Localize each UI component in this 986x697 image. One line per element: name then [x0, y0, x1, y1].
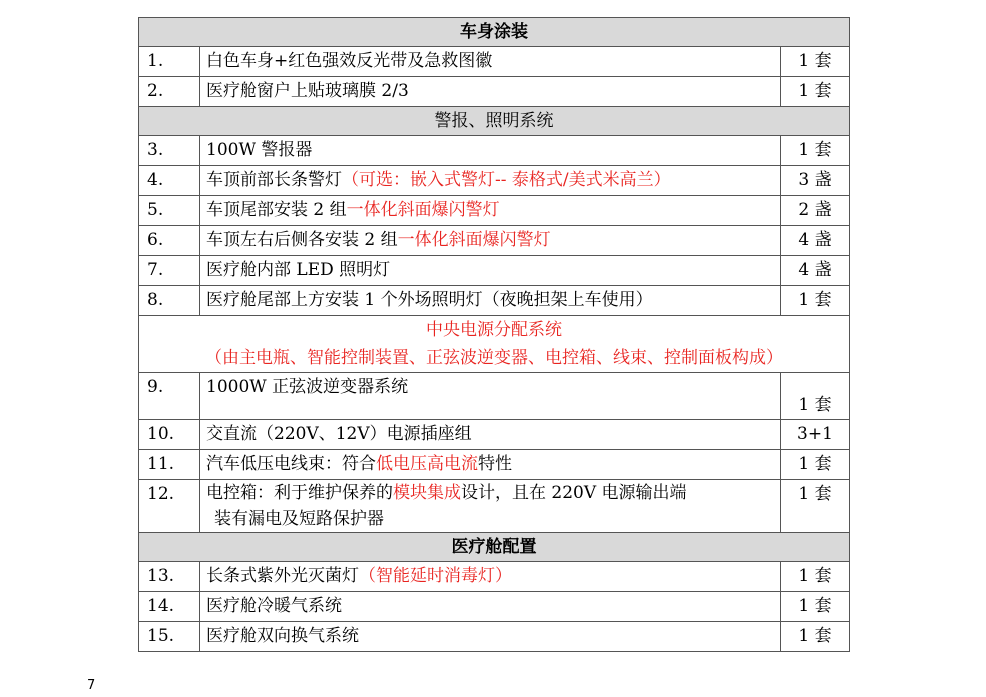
item-description: [200, 450, 781, 480]
table-row: [139, 622, 850, 652]
item-number: 11.: [139, 450, 200, 480]
item-number: 14.: [139, 592, 200, 622]
item-description: [200, 562, 781, 592]
table-row: [139, 592, 850, 622]
section-header-row: [139, 533, 850, 562]
table-row: [139, 47, 850, 77]
item-description: 医疗舱尾部上方安装 1 个外场照明灯（夜晚担架上车使用）: [200, 286, 781, 316]
description-text: 车顶前部长条警灯: [206, 170, 342, 190]
item-quantity: 4 盏: [781, 226, 850, 256]
description-text: 电控箱：利于维护保养的: [206, 483, 393, 503]
item-number: 9.: [139, 373, 200, 420]
description-text: 车顶尾部安装 2 组: [206, 200, 347, 220]
description-text: 长条式紫外光灭菌灯: [206, 566, 359, 586]
table-row: [139, 480, 850, 533]
item-description: 交直流（220V、12V）电源插座组: [200, 420, 781, 450]
item-number: 4.: [139, 166, 200, 196]
section-header-row: [139, 107, 850, 136]
section-title-medical-cabin: 医疗舱配置: [139, 533, 850, 562]
table-row: [139, 166, 850, 196]
item-quantity: 1 套: [781, 77, 850, 107]
item-description: 100W 警报器: [200, 136, 781, 166]
description-text: 车顶左右后侧各安装 2 组: [206, 230, 398, 250]
table-row: [139, 256, 850, 286]
item-number: 3.: [139, 136, 200, 166]
item-description: [200, 226, 781, 256]
page-number: 7: [87, 678, 96, 693]
item-description: 医疗舱冷暖气系统: [200, 592, 781, 622]
item-description: 1000W 正弦波逆变器系统: [200, 373, 781, 420]
description-text-after: 设计，且在 220V 电源输出端: [461, 483, 687, 503]
item-description: [200, 166, 781, 196]
section-subtitle-power: （由主电瓶、智能控制装置、正弦波逆变器、电控箱、线束、控制面板构成）: [205, 348, 783, 368]
item-quantity: 1 套: [781, 592, 850, 622]
item-description: 医疗舱内部 LED 照明灯: [200, 256, 781, 286]
table-row: [139, 562, 850, 592]
item-quantity: 1 套: [781, 47, 850, 77]
description-highlight: （智能延时消毒灯）: [359, 566, 512, 586]
item-quantity: 4 盏: [781, 256, 850, 286]
section-header-row: [139, 18, 850, 47]
section-title-warning-lighting: 警报、照明系统: [139, 107, 850, 136]
description-highlight: （可选：嵌入式警灯-- 泰格式/美式米高兰）: [342, 170, 671, 190]
item-description: 医疗舱窗户上贴玻璃膜 2/3: [200, 77, 781, 107]
item-quantity: 3 盏: [781, 166, 850, 196]
item-quantity: 1 套: [781, 136, 850, 166]
description-highlight: 模块集成: [393, 483, 461, 503]
item-number: 5.: [139, 196, 200, 226]
item-quantity: 1 套: [781, 373, 850, 420]
item-number: 6.: [139, 226, 200, 256]
item-number: 1.: [139, 47, 200, 77]
power-section-cell: [139, 316, 850, 373]
description-text-after: 特性: [478, 454, 512, 474]
table-row: [139, 196, 850, 226]
description-highlight: 低电压高电流: [376, 454, 478, 474]
description-line2: 装有漏电及短路保护器: [214, 509, 384, 529]
item-number: 10.: [139, 420, 200, 450]
item-quantity: 1 套: [781, 450, 850, 480]
table-row: [139, 226, 850, 256]
item-number: 12.: [139, 480, 200, 533]
item-quantity: 2 盏: [781, 196, 850, 226]
table-row: [139, 286, 850, 316]
table-row: [139, 450, 850, 480]
table-row: [139, 373, 850, 420]
description-text: 汽车低压电线束：符合: [206, 454, 376, 474]
item-number: 8.: [139, 286, 200, 316]
spec-table: [138, 17, 850, 652]
item-quantity: 1 套: [781, 562, 850, 592]
item-number: 15.: [139, 622, 200, 652]
table-row: [139, 136, 850, 166]
item-description: 白色车身+红色强效反光带及急救图徽: [200, 47, 781, 77]
table-row: [139, 77, 850, 107]
description-highlight: 一体化斜面爆闪警灯: [397, 230, 551, 250]
item-quantity: 1 套: [781, 480, 850, 533]
section-header-row: [139, 316, 850, 373]
item-description: 医疗舱双向换气系统: [200, 622, 781, 652]
description-highlight: 一体化斜面爆闪警灯: [346, 200, 500, 220]
section-title-power: 中央电源分配系统: [426, 320, 562, 340]
section-title-body-paint: 车身涂装: [139, 18, 850, 47]
item-quantity: 3+1: [781, 420, 850, 450]
table-row: [139, 420, 850, 450]
item-quantity: 1 套: [781, 622, 850, 652]
item-number: 13.: [139, 562, 200, 592]
item-number: 2.: [139, 77, 200, 107]
item-description: [200, 196, 781, 226]
item-description: [200, 480, 781, 533]
item-number: 7.: [139, 256, 200, 286]
item-quantity: 1 套: [781, 286, 850, 316]
